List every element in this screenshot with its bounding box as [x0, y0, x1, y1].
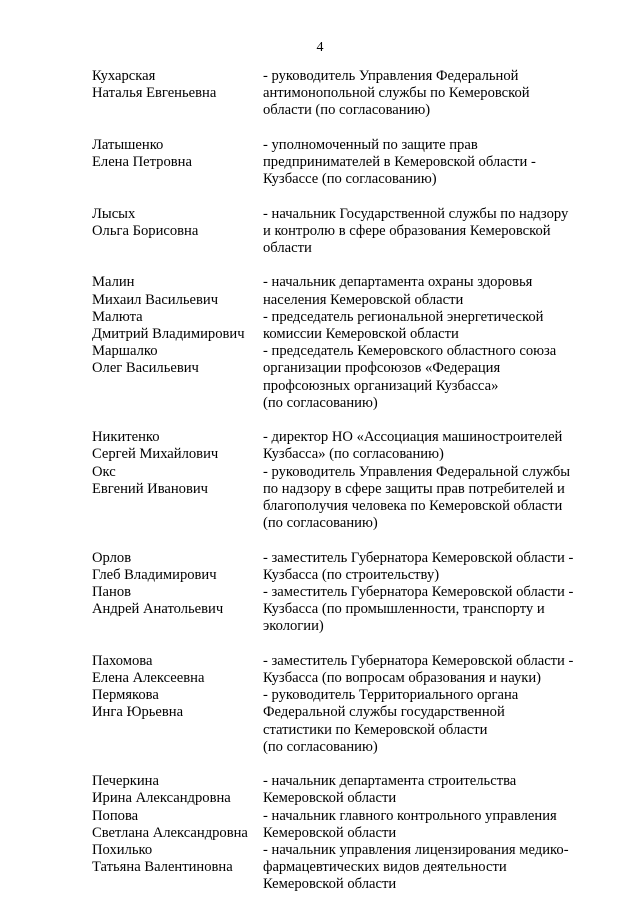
member-entry — [92, 550, 602, 584]
member-entry — [92, 206, 602, 258]
member-name — [92, 550, 263, 584]
role-line: и контролю в сфере образования Кемеровской — [263, 222, 551, 239]
member-surname: Латышенко — [92, 136, 164, 153]
member-surname: Орлов — [92, 549, 132, 566]
member-surname: Панов — [92, 584, 132, 601]
member-given-names: Олег Васильевич — [92, 360, 199, 377]
role-line: - председатель Кемеровского областного союза — [263, 343, 557, 360]
role-line: - уполномоченный по защите прав — [263, 136, 478, 153]
member-role — [263, 464, 593, 533]
member-entry — [92, 842, 602, 894]
role-line: - руководитель Управления Федеральной службы — [263, 463, 571, 480]
member-given-names: Михаил Васильевич — [92, 291, 219, 308]
member-entry — [92, 309, 602, 343]
role-line: Кузбасса (по строительству) — [263, 566, 440, 583]
member-entry — [92, 343, 602, 412]
member-entry — [92, 274, 602, 308]
member-surname: Маршалко — [92, 343, 158, 360]
member-entry — [92, 464, 602, 533]
member-name — [92, 206, 263, 258]
member-role — [263, 808, 593, 842]
member-surname: Пермякова — [92, 687, 159, 704]
member-role — [263, 653, 593, 687]
role-line: области (по согласованию) — [263, 102, 431, 119]
member-surname: Лысых — [92, 205, 136, 222]
role-line: Кузбассе (по согласованию) — [263, 171, 437, 188]
member-name — [92, 687, 263, 756]
role-line: (по согласованию) — [263, 515, 378, 532]
page-number: 4 — [316, 40, 324, 55]
member-surname: Пахомова — [92, 652, 153, 669]
role-line: - начальник главного контрольного управления — [263, 807, 557, 824]
member-name — [92, 137, 263, 189]
member-given-names: Елена Петровна — [92, 154, 192, 170]
member-surname: Никитенко — [92, 429, 160, 446]
role-line: (по согласованию) — [263, 394, 378, 411]
member-list — [92, 68, 602, 894]
member-name — [92, 309, 263, 343]
role-line: экологии) — [263, 618, 324, 635]
role-line: Кемеровской области — [263, 790, 397, 807]
role-line: населения Кемеровской области — [263, 291, 464, 308]
member-name — [92, 584, 263, 636]
member-name — [92, 68, 263, 120]
member-entry — [92, 687, 602, 756]
member-given-names: Глеб Владимирович — [92, 566, 217, 583]
member-surname: Кухарская — [92, 68, 156, 84]
member-name — [92, 773, 263, 807]
role-line: (по согласованию) — [263, 738, 378, 755]
role-line: - заместитель Губернатора Кемеровской области - — [263, 652, 574, 669]
role-line: - заместитель Губернатора Кемеровской области - — [263, 549, 574, 566]
member-name — [92, 274, 263, 308]
member-given-names: Татьяна Валентиновна — [92, 859, 233, 876]
member-entry — [92, 429, 602, 463]
role-line: - начальник департамента строительства — [263, 773, 517, 790]
member-name — [92, 464, 263, 533]
role-line: - начальник управления лицензирования медико- — [263, 842, 569, 859]
member-name — [92, 808, 263, 842]
member-surname: Окс — [92, 463, 116, 480]
role-line: фармацевтических видов деятельности — [263, 859, 507, 876]
member-entry — [92, 137, 602, 189]
role-line: Кузбасса» (по согласованию) — [263, 446, 444, 463]
member-entry — [92, 584, 602, 636]
role-line: предпринимателей в Кемеровской области - — [263, 154, 536, 170]
member-entry — [92, 808, 602, 842]
member-role — [263, 309, 593, 343]
member-role — [263, 343, 593, 412]
member-role — [263, 842, 593, 894]
member-name — [92, 653, 263, 687]
role-line: - руководитель Управления Федеральной — [263, 68, 519, 84]
role-line: Кемеровской области — [263, 876, 397, 893]
member-given-names: Сергей Михайлович — [92, 446, 219, 463]
member-given-names: Елена Алексеевна — [92, 670, 205, 687]
member-given-names: Дмитрий Владимирович — [92, 326, 245, 342]
member-given-names: Андрей Анатольевич — [92, 601, 224, 618]
role-line: - заместитель Губернатора Кемеровской области - — [263, 584, 574, 601]
member-name — [92, 429, 263, 463]
member-entry — [92, 68, 602, 120]
role-line: благополучия человека по Кемеровской области — [263, 498, 563, 515]
role-line: комиссии Кемеровской области — [263, 326, 459, 342]
role-line: антимонопольной службы по Кемеровской — [263, 85, 530, 102]
role-line: Кемеровской области — [263, 824, 397, 841]
member-given-names: Ирина Александровна — [92, 790, 231, 807]
role-line: - руководитель Территориального органа — [263, 687, 519, 704]
role-line: статистики по Кемеровской области — [263, 721, 488, 738]
member-role — [263, 687, 593, 756]
role-line: Кузбасса (по вопросам образования и науки) — [263, 670, 542, 687]
member-entry — [92, 773, 602, 807]
role-line: - начальник Государственной службы по надзору — [263, 205, 569, 222]
member-name — [92, 842, 263, 894]
member-role — [263, 137, 593, 189]
member-role — [263, 773, 593, 807]
member-surname: Попова — [92, 807, 139, 824]
member-role — [263, 550, 593, 584]
member-role — [263, 68, 593, 120]
role-line: - начальник департамента охраны здоровья — [263, 274, 533, 291]
member-given-names: Евгений Иванович — [92, 480, 209, 497]
role-line: организации профсоюзов «Федерация — [263, 360, 501, 377]
member-given-names: Светлана Александровна — [92, 824, 248, 841]
member-given-names: Ольга Борисовна — [92, 222, 199, 239]
member-given-names: Наталья Евгеньевна — [92, 85, 217, 102]
member-surname: Печеркина — [92, 773, 159, 790]
role-line: Кузбасса (по промышленности, транспорту и — [263, 601, 545, 618]
member-surname: Малин — [92, 274, 135, 291]
member-surname: Малюта — [92, 308, 143, 325]
role-line: - председатель региональной энергетической — [263, 308, 544, 325]
role-line: профсоюзных организаций Кузбасса» — [263, 377, 499, 394]
member-surname: Похилько — [92, 842, 153, 859]
member-role — [263, 429, 593, 463]
member-role — [263, 206, 593, 258]
member-given-names: Инга Юрьевна — [92, 704, 184, 721]
role-line: по надзору в сфере защиты прав потребителей и — [263, 480, 565, 497]
role-line: области — [263, 240, 312, 256]
member-role — [263, 584, 593, 636]
member-role — [263, 274, 593, 308]
role-line: - директор НО «Ассоциация машиностроителей — [263, 429, 563, 446]
member-name — [92, 343, 263, 412]
role-line: Федеральной службы государственной — [263, 704, 505, 721]
member-entry — [92, 653, 602, 687]
